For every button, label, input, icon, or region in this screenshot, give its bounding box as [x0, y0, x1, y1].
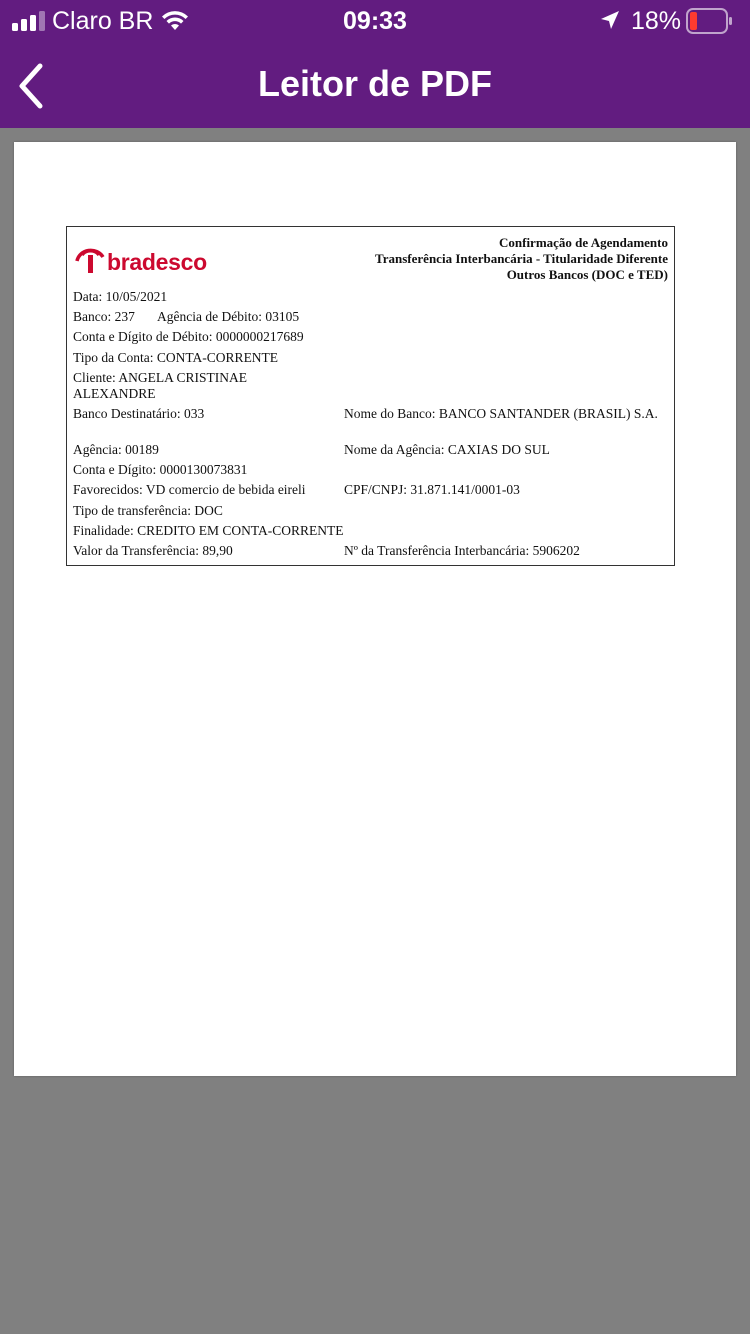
- clock: 09:33: [343, 7, 407, 35]
- status-bar: [0, 0, 750, 44]
- pdf-page[interactable]: [14, 142, 736, 1076]
- field-banco-destinatario: Banco Destinatário: 033: [73, 406, 205, 421]
- bradesco-wordmark: bradesco: [107, 249, 207, 275]
- field-cliente: Cliente: ANGELA CRISTINAE ALEXANDRE: [73, 370, 247, 401]
- bradesco-tree-icon: [73, 241, 107, 277]
- field-tipo-transferencia: Tipo de transferência: DOC: [73, 503, 223, 518]
- field-tipo-conta: Tipo da Conta: CONTA-CORRENTE: [73, 350, 279, 365]
- field-conta-digito: Conta e Dígito: 0000130073831: [73, 462, 248, 477]
- navigation-bar: [0, 44, 750, 128]
- heading-line: Outros Bancos (DOC e TED): [506, 267, 668, 282]
- field-banco: Banco: 237: [73, 309, 135, 324]
- field-nome-agencia: Nome da Agência: CAXIAS DO SUL: [344, 442, 550, 457]
- document-heading: [308, 235, 668, 283]
- battery-icon: [686, 8, 732, 34]
- carrier-name: Claro BR: [52, 7, 154, 35]
- location-arrow-icon: [599, 9, 621, 31]
- field-cpf-cnpj: CPF/CNPJ: 31.871.141/0001-03: [344, 482, 520, 497]
- field-finalidade: Finalidade: CREDITO EM CONTA-CORRENTE: [73, 523, 344, 538]
- field-numero-transferencia: Nº da Transferência Interbancária: 5906202: [344, 543, 580, 558]
- bradesco-logo: [73, 241, 213, 277]
- field-data: Data: 10/05/2021: [73, 289, 168, 304]
- battery-percent: 18%: [631, 7, 682, 35]
- heading-line: Confirmação de Agendamento: [499, 235, 668, 250]
- transfer-receipt: [66, 226, 675, 566]
- field-conta-debito: Conta e Dígito de Débito: 0000000217689: [73, 329, 304, 344]
- page-title: Leitor de PDF: [257, 63, 493, 104]
- field-agencia: Agência: 00189: [73, 442, 159, 457]
- app-header-bar: [0, 0, 750, 128]
- field-agencia-debito: Agência de Débito: 03105: [157, 309, 300, 324]
- field-favorecidos: Favorecidos: VD comercio de bebida eireli: [73, 482, 306, 497]
- heading-line: Transferência Interbancária - Titularidade Diferente: [375, 251, 668, 266]
- field-valor: Valor da Transferência: 89,90: [73, 543, 233, 558]
- field-nome-banco: Nome do Banco: BANCO SANTANDER (BRASIL) S.A.: [344, 406, 658, 421]
